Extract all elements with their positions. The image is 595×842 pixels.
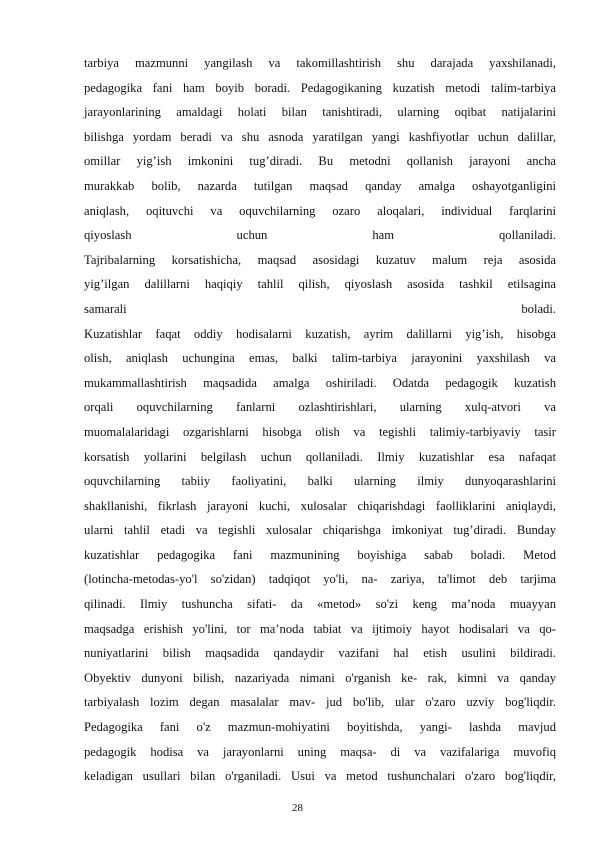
- text-line: murakkab bolib, nazarda tutilgan maqsad qanday amalga oshayotganligini: [84, 178, 556, 193]
- text-line: aniqlash, oqituvchi va oquvchilarning ozaro aloqalari, individual farqlarini: [84, 203, 556, 218]
- text-line: maqsadga erishish yo'lini, tor ma’noda tabiat va ijtimoiy hayot hodisalari va qo-: [84, 621, 556, 636]
- text-line: muomalalaridagi ozgarishlarni hisobga olish va tegishli talimiy-tarbiyaviy tasir: [84, 424, 556, 439]
- text-line: oquvchilarning tabiiy faoliyatini, balki ularning ilmiy dunyoqarashlarini: [84, 474, 556, 489]
- text-line: jarayonlarining amaldagi holati bilan tanishtiradi, ularning oqibat natijalarini: [84, 105, 556, 120]
- text-line: Tajribalarning korsatishicha, maqsad asosidagi kuzatuv malum reja asosida: [84, 252, 556, 267]
- body-text: [84, 51, 556, 789]
- text-line: mukammallashtirish maqsadida amalga oshiriladi. Odatda pedagogik kuzatish: [84, 375, 556, 390]
- text-line: tarbiya mazmunni yangilash va takomillashtirish shu darajada yaxshilanadi,: [84, 56, 556, 70]
- text-line: keladigan usullari bilan o'rganiladi. Usui va metod tushunchalari o'zaro bog'liqdir,: [84, 769, 556, 784]
- text-line: korsatish yollarini belgilash uchun qollaniladi. Ilmiy kuzatishlar esa nafaqat: [84, 449, 556, 464]
- text-line: shakllanishi, fikrlash jarayoni kuchi, xulosalar chiqarishdagi faolliklarini aniqlaydi,: [84, 498, 556, 513]
- text-line: samarali boladi.: [84, 301, 556, 316]
- text-line: (lotincha-metodas-yo'l so'zidan) tadqiqot yo'li, na- zariya, ta'limot deb tarjima: [84, 572, 556, 587]
- text-line: olish, aniqlash uchungina emas, balki talim-tarbiya jarayonini yaxshilash va: [84, 351, 556, 366]
- text-line: bilishga yordam beradi va shu asnoda yaratilgan yangi kashfiyotlar uchun dalillar,: [84, 129, 556, 144]
- text-line: omillar yig’ish imkonini tug’diradi. Bu metodni qollanish jarayoni ancha: [84, 154, 556, 169]
- text-line: Obyektiv dunyoni bilish, nazariyada nimani o'rganish ke- rak, kimni va qanday: [84, 670, 556, 685]
- text-line: tarbiyalash lozim degan masalalar mav- jud bo'lib, ular o'zaro uzviy bog'liqdir.: [84, 695, 556, 710]
- text-line: Kuzatishlar faqat oddiy hodisalarni kuzatish, ayrim dalillarni yig’ish, hisobga: [84, 326, 556, 341]
- text-line: pedagogika fani ham boyib boradi. Pedagogikaning kuzatish metodi talim-tarbiya: [84, 80, 556, 95]
- page-number: 28: [292, 802, 303, 814]
- text-line: ularni tahlil etadi va tegishli xulosalar chiqarishga imkoniyat tug’diradi. Bunday: [84, 523, 556, 538]
- text-line: nuniyatlarini bilish maqsadida qandaydir vazifani hal etish usulini bildiradi.: [84, 646, 556, 661]
- text-line: yig’ilgan dalillarni haqiqiy tahlil qilish, qiyoslash asosida tashkil etilsagina: [84, 277, 556, 292]
- text-line: pedagogik hodisa va jarayonlarni uning maqsa- di va vazifalariga muvofiq: [84, 744, 556, 759]
- text-line: qilinadi. Ilmiy tushuncha sifati- da «metod» so'zi keng ma’noda muayyan: [84, 597, 556, 612]
- text-line: qiyoslash uchun ham qollaniladi.: [84, 228, 556, 243]
- text-line: Pedagogika fani o'z mazmun-mohiyatini boyitishda, yangi- lashda mavjud: [84, 720, 556, 735]
- text-line: orqali oquvchilarning fanlarni ozlashtirishlari, ularning xulq-atvori va: [84, 400, 556, 415]
- text-line: kuzatishlar pedagogika fani mazmunining boyishiga sabab boladi. Metod: [84, 547, 556, 562]
